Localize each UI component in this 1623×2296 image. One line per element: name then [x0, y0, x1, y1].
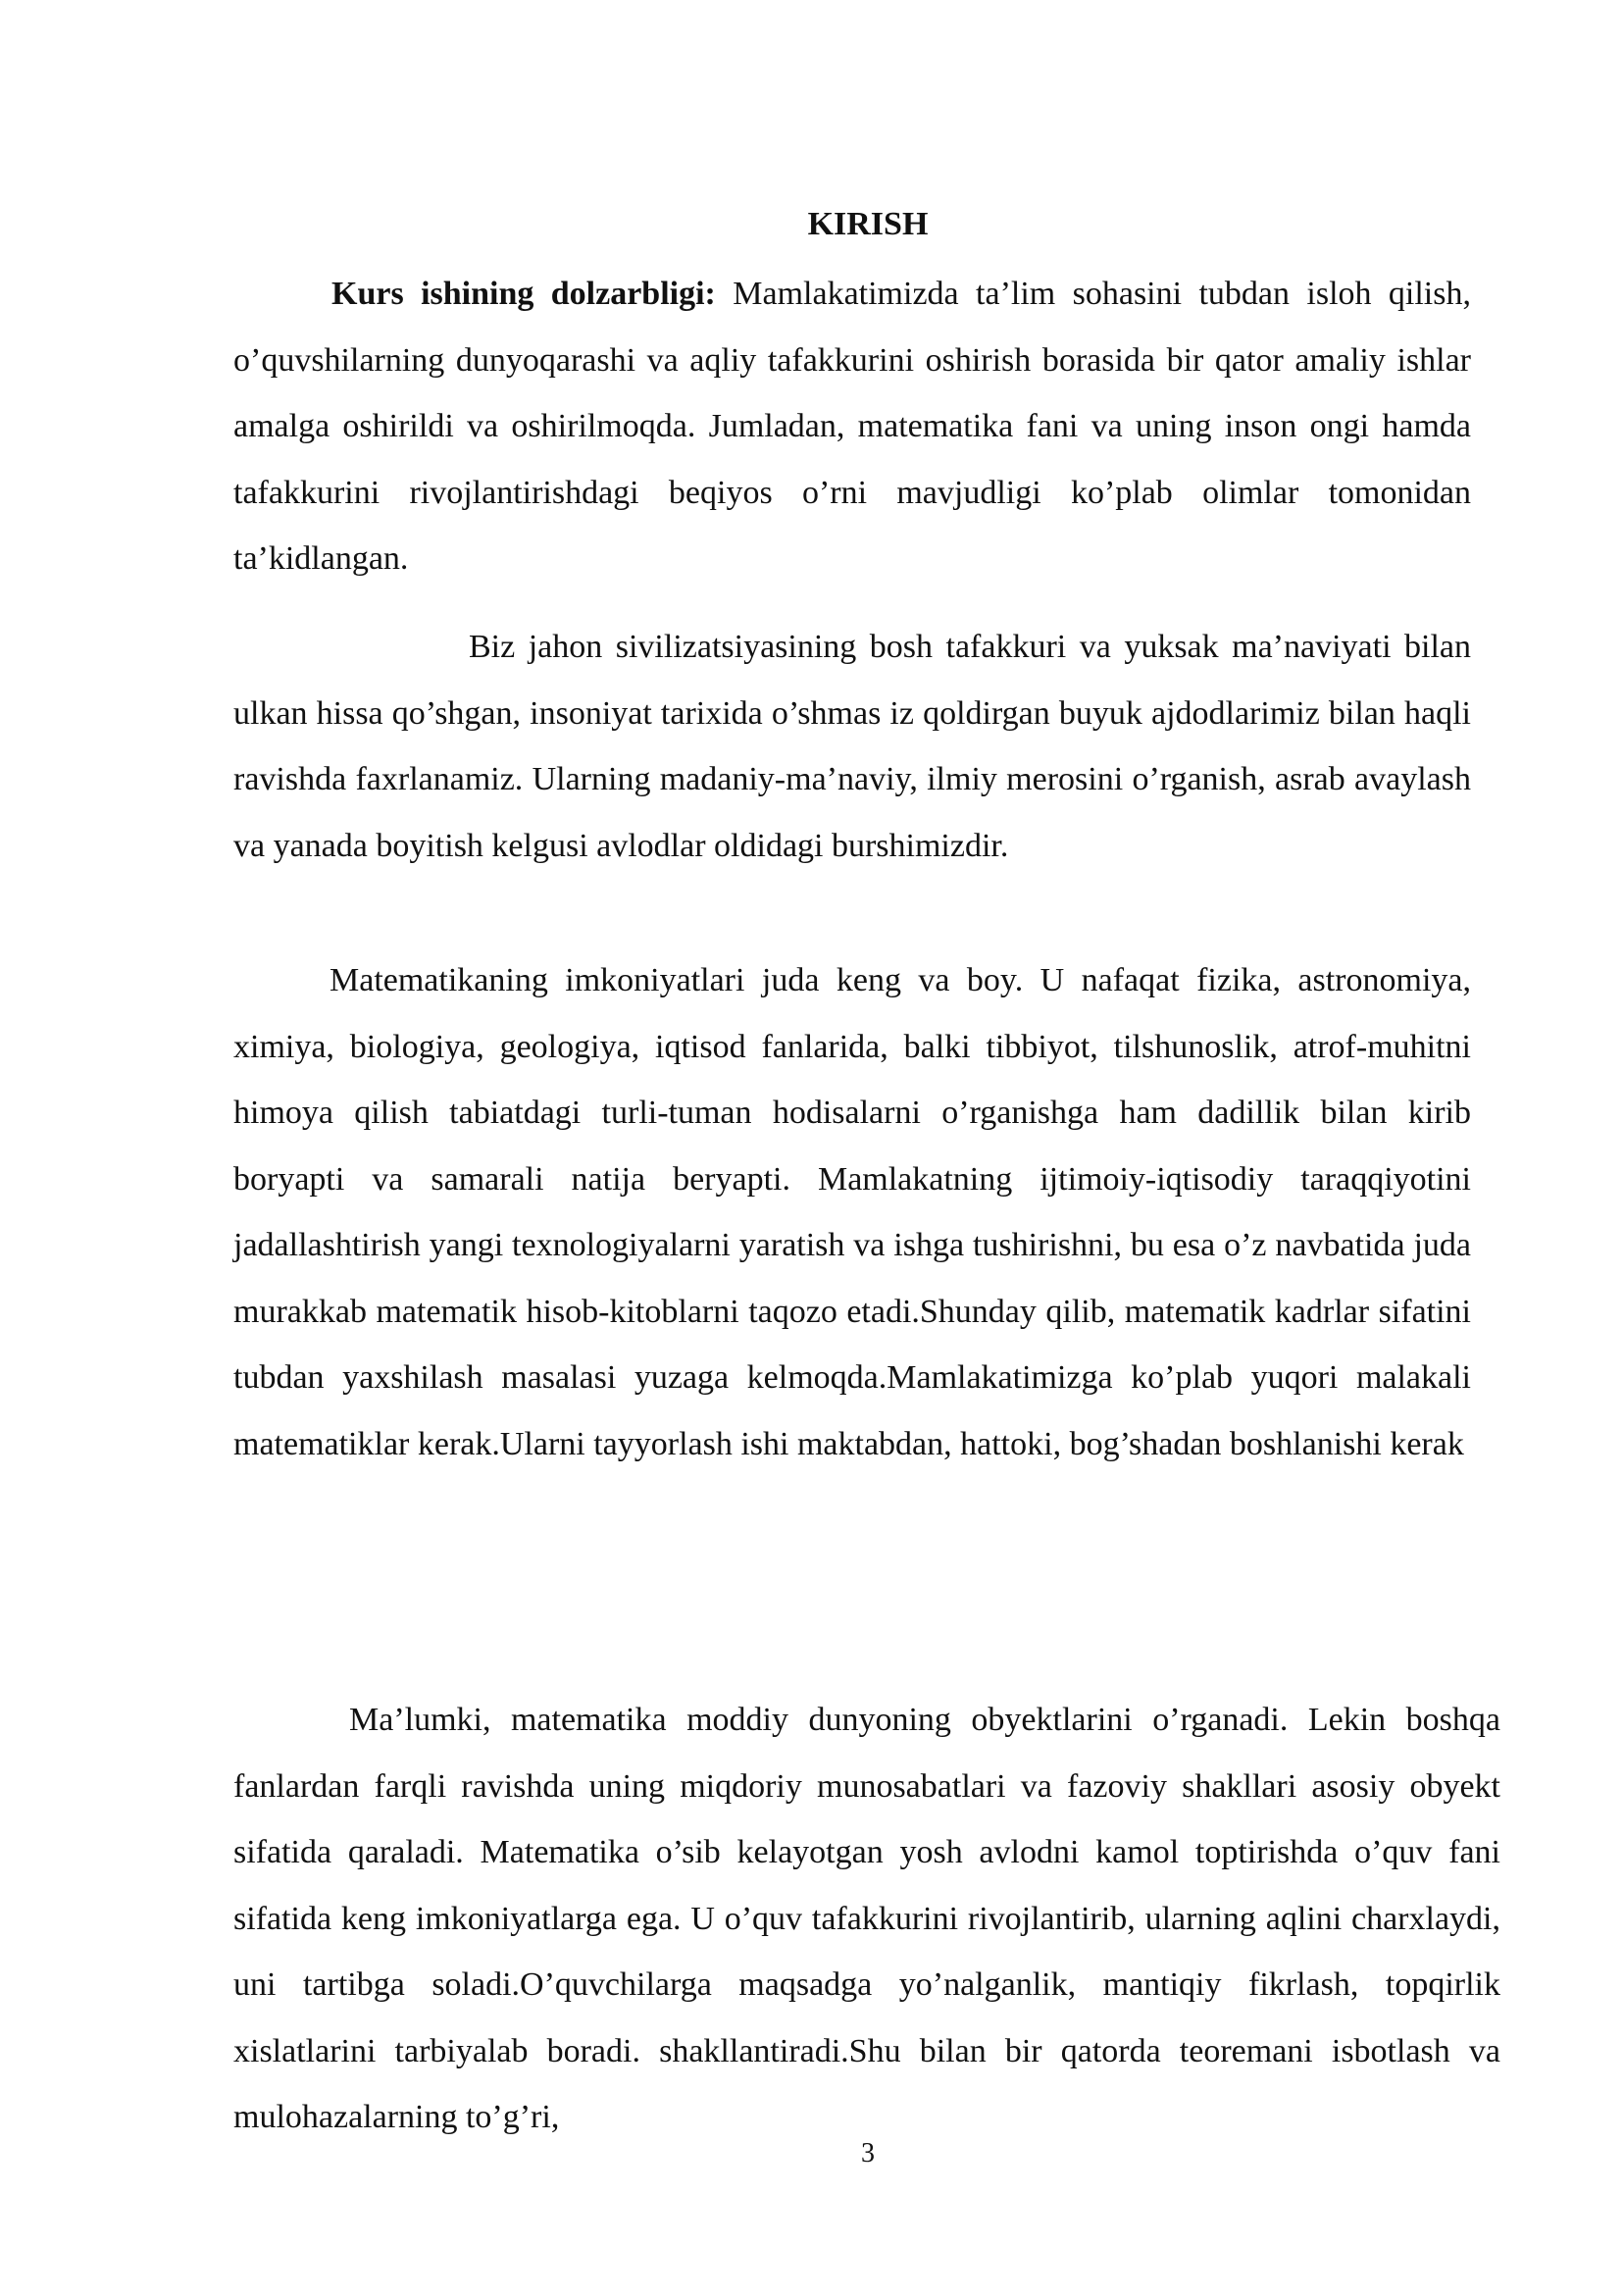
- paragraph-relevance: [233, 261, 1471, 592]
- paragraph-math-object: Ma’lumki, matematika moddiy dunyoning obyektlarini o’rganadi. Lekin boshqa fanlardan farqli ravishda uning miqdoriy munosabatlari va fazoviy shakllari asosiy obyekt sifatida qaraladi. Matematika o’sib kelayotgan yosh avlodni kamol toptirishda o’quv fani sifatida keng imkoniyatlarga ega. U o’quv tafakkurini rivojlantirib, ularning aqlini charxlaydi, uni tartibga soladi.O’quvchilarga maqsadga yo’nalganlik, mantiqiy fikrlash, topqirlik xislatlarini tarbiyalab boradi. shakllantiradi.Shu bilan bir qatorda teoremani isbotlash va mulohazalarning to’g’ri,: [233, 1702, 1500, 2135]
- paragraph-lead: Kurs ishining dolzarbligi:: [331, 276, 716, 312]
- page-number: 3: [861, 2138, 875, 2168]
- section-heading: KIRISH: [807, 206, 929, 242]
- paragraph-ancestors: Biz jahon sivilizatsiyasining bosh tafakkuri va yuksak ma’naviyati bilan ulkan hissa qo’shgan, insoniyat tarixida o’shmas iz qoldirgan buyuk ajdodlarimiz bilan haqli ravishda faxrlanamiz. Ularning madaniy-ma’naviy, ilmiy merosini o’rganish, asrab avaylash va yanada boyitish kelgusi avlodlar oldidagi burshimizdir.: [233, 629, 1471, 864]
- paragraph-text: Mamlakatimizda ta’lim sohasini tubdan isloh qilish, o’quvshilarning dunyoqarashi va aqliy tafakkurini oshirish borasida bir qator amaliy ishlar amalga oshirildi va oshirilmoqda. Jumladan, matematika fani va uning inson ongi hamda tafakkurini rivojlantirishdagi beqiyos o’rni mavjudligi ko’plab olimlar tomonidan ta’kidlangan.: [233, 276, 1471, 577]
- paragraph-math-opportunities: Matematikaning imkoniyatlari juda keng va boy. U nafaqat fizika, astronomiya, ximiya, biologiya, geologiya, iqtisod fanlarida, balki tibbiyot, tilshunoslik, atrof-muhitni himoya qilish tabiatdagi turli-tuman hodisalarni o’rganishga ham dadillik bilan kirib boryapti va samarali natija beryapti. Mamlakatning ijtimoiy-iqtisodiy taraqqiyotini jadallashtirish yangi texnologiyalarni yaratish va ishga tushirishni, bu esa o’z navbatida juda murakkab matematik hisob-kitoblarni taqozo etadi.Shunday qilib, matematik kadrlar sifatini tubdan yaxshilash masalasi yuzaga kelmoqda.Mamlakatimizga ko’plab yuqori malakali matematiklar kerak.Ularni tayyorlash ishi maktabdan, hattoki, bog’shadan boshlanishi kerak: [233, 962, 1471, 1462]
